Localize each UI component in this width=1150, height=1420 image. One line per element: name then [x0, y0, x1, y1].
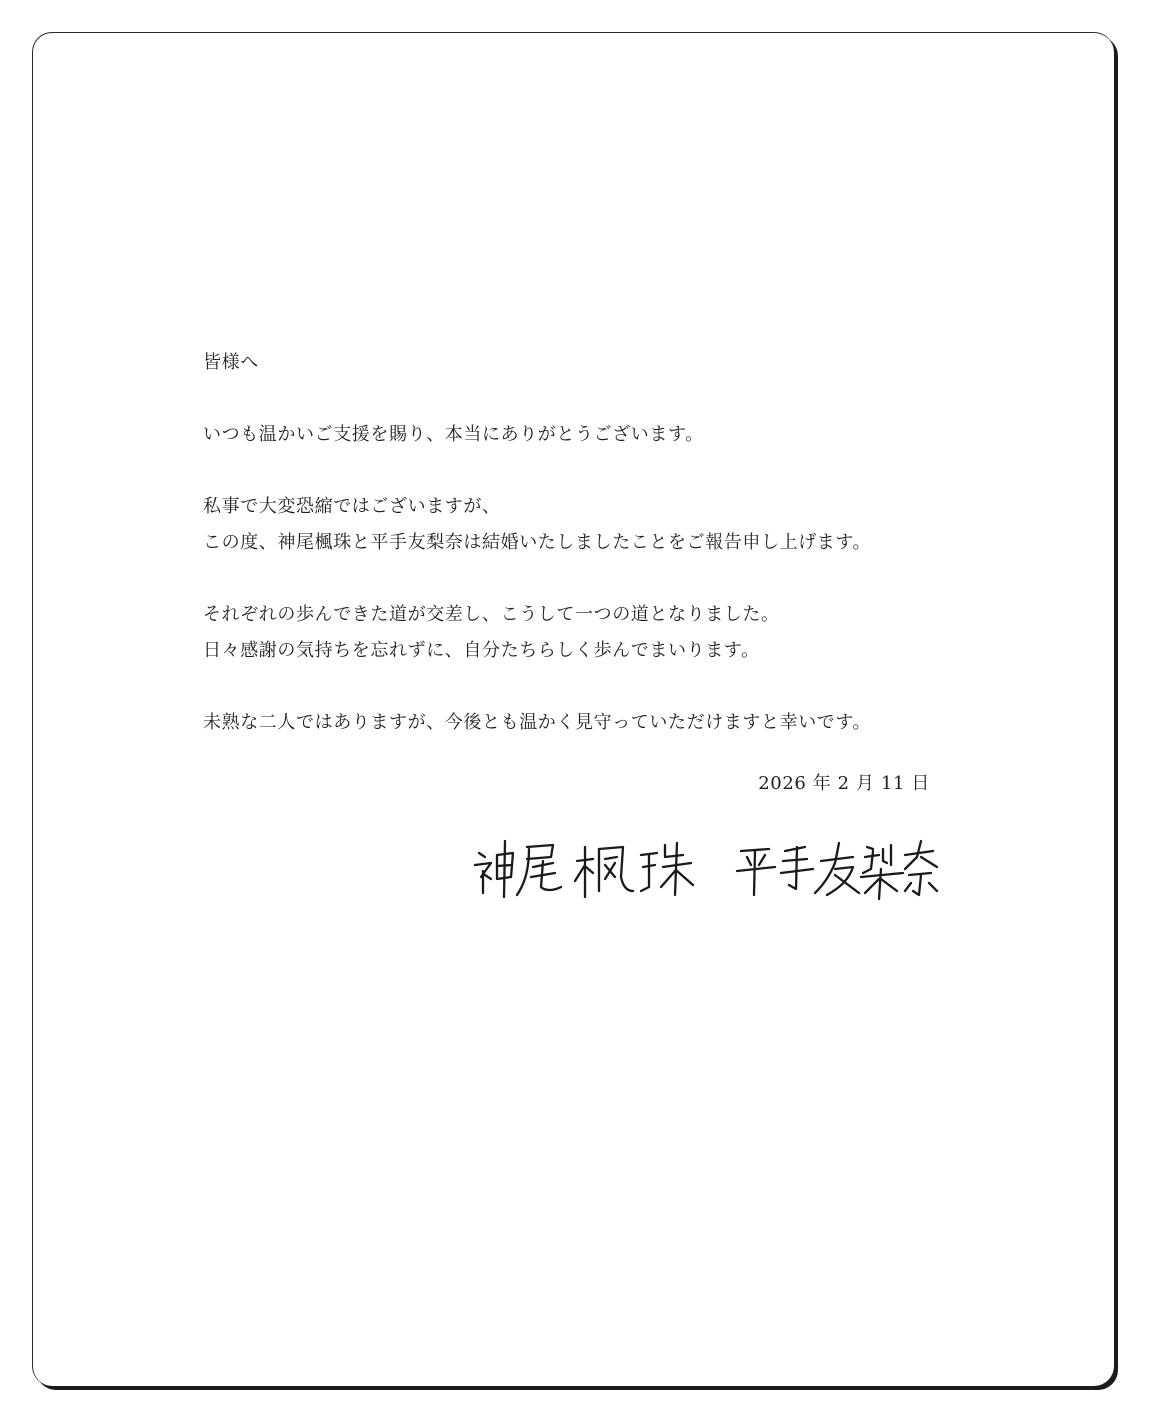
paragraph-thanks	[203, 417, 948, 453]
paragraph-line: それぞれの歩んできた道が交差し、こうして一つの道となりました。	[203, 604, 780, 625]
paragraph-announcement	[203, 489, 948, 561]
salutation: 皆様へ	[203, 352, 259, 373]
paragraph-closing	[203, 705, 948, 741]
handwritten-signature	[469, 833, 939, 903]
letter-page	[32, 32, 1114, 1386]
paragraph-line: 未熟な二人ではありますが、今後とも温かく見守っていただけますと幸いです。	[203, 712, 872, 733]
paragraph-line: 私事で大変恐縮ではございますが、	[203, 496, 501, 517]
salutation-block	[203, 345, 948, 381]
paragraph-line: いつも温かいご支援を賜り、本当にありがとうございます。	[203, 424, 704, 445]
paragraph-line: 日々感謝の気持ちを忘れずに、自分たちらしく歩んでまいります。	[203, 640, 760, 661]
letter-date: 2026 年 2 月 11 日	[758, 773, 930, 794]
signature-drawing	[469, 833, 939, 903]
paragraph-paths	[203, 597, 948, 669]
paragraph-line: この度、神尾楓珠と平手友梨奈は結婚いたしましたことをご報告申し上げます。	[203, 532, 872, 553]
letter-body	[203, 345, 948, 777]
